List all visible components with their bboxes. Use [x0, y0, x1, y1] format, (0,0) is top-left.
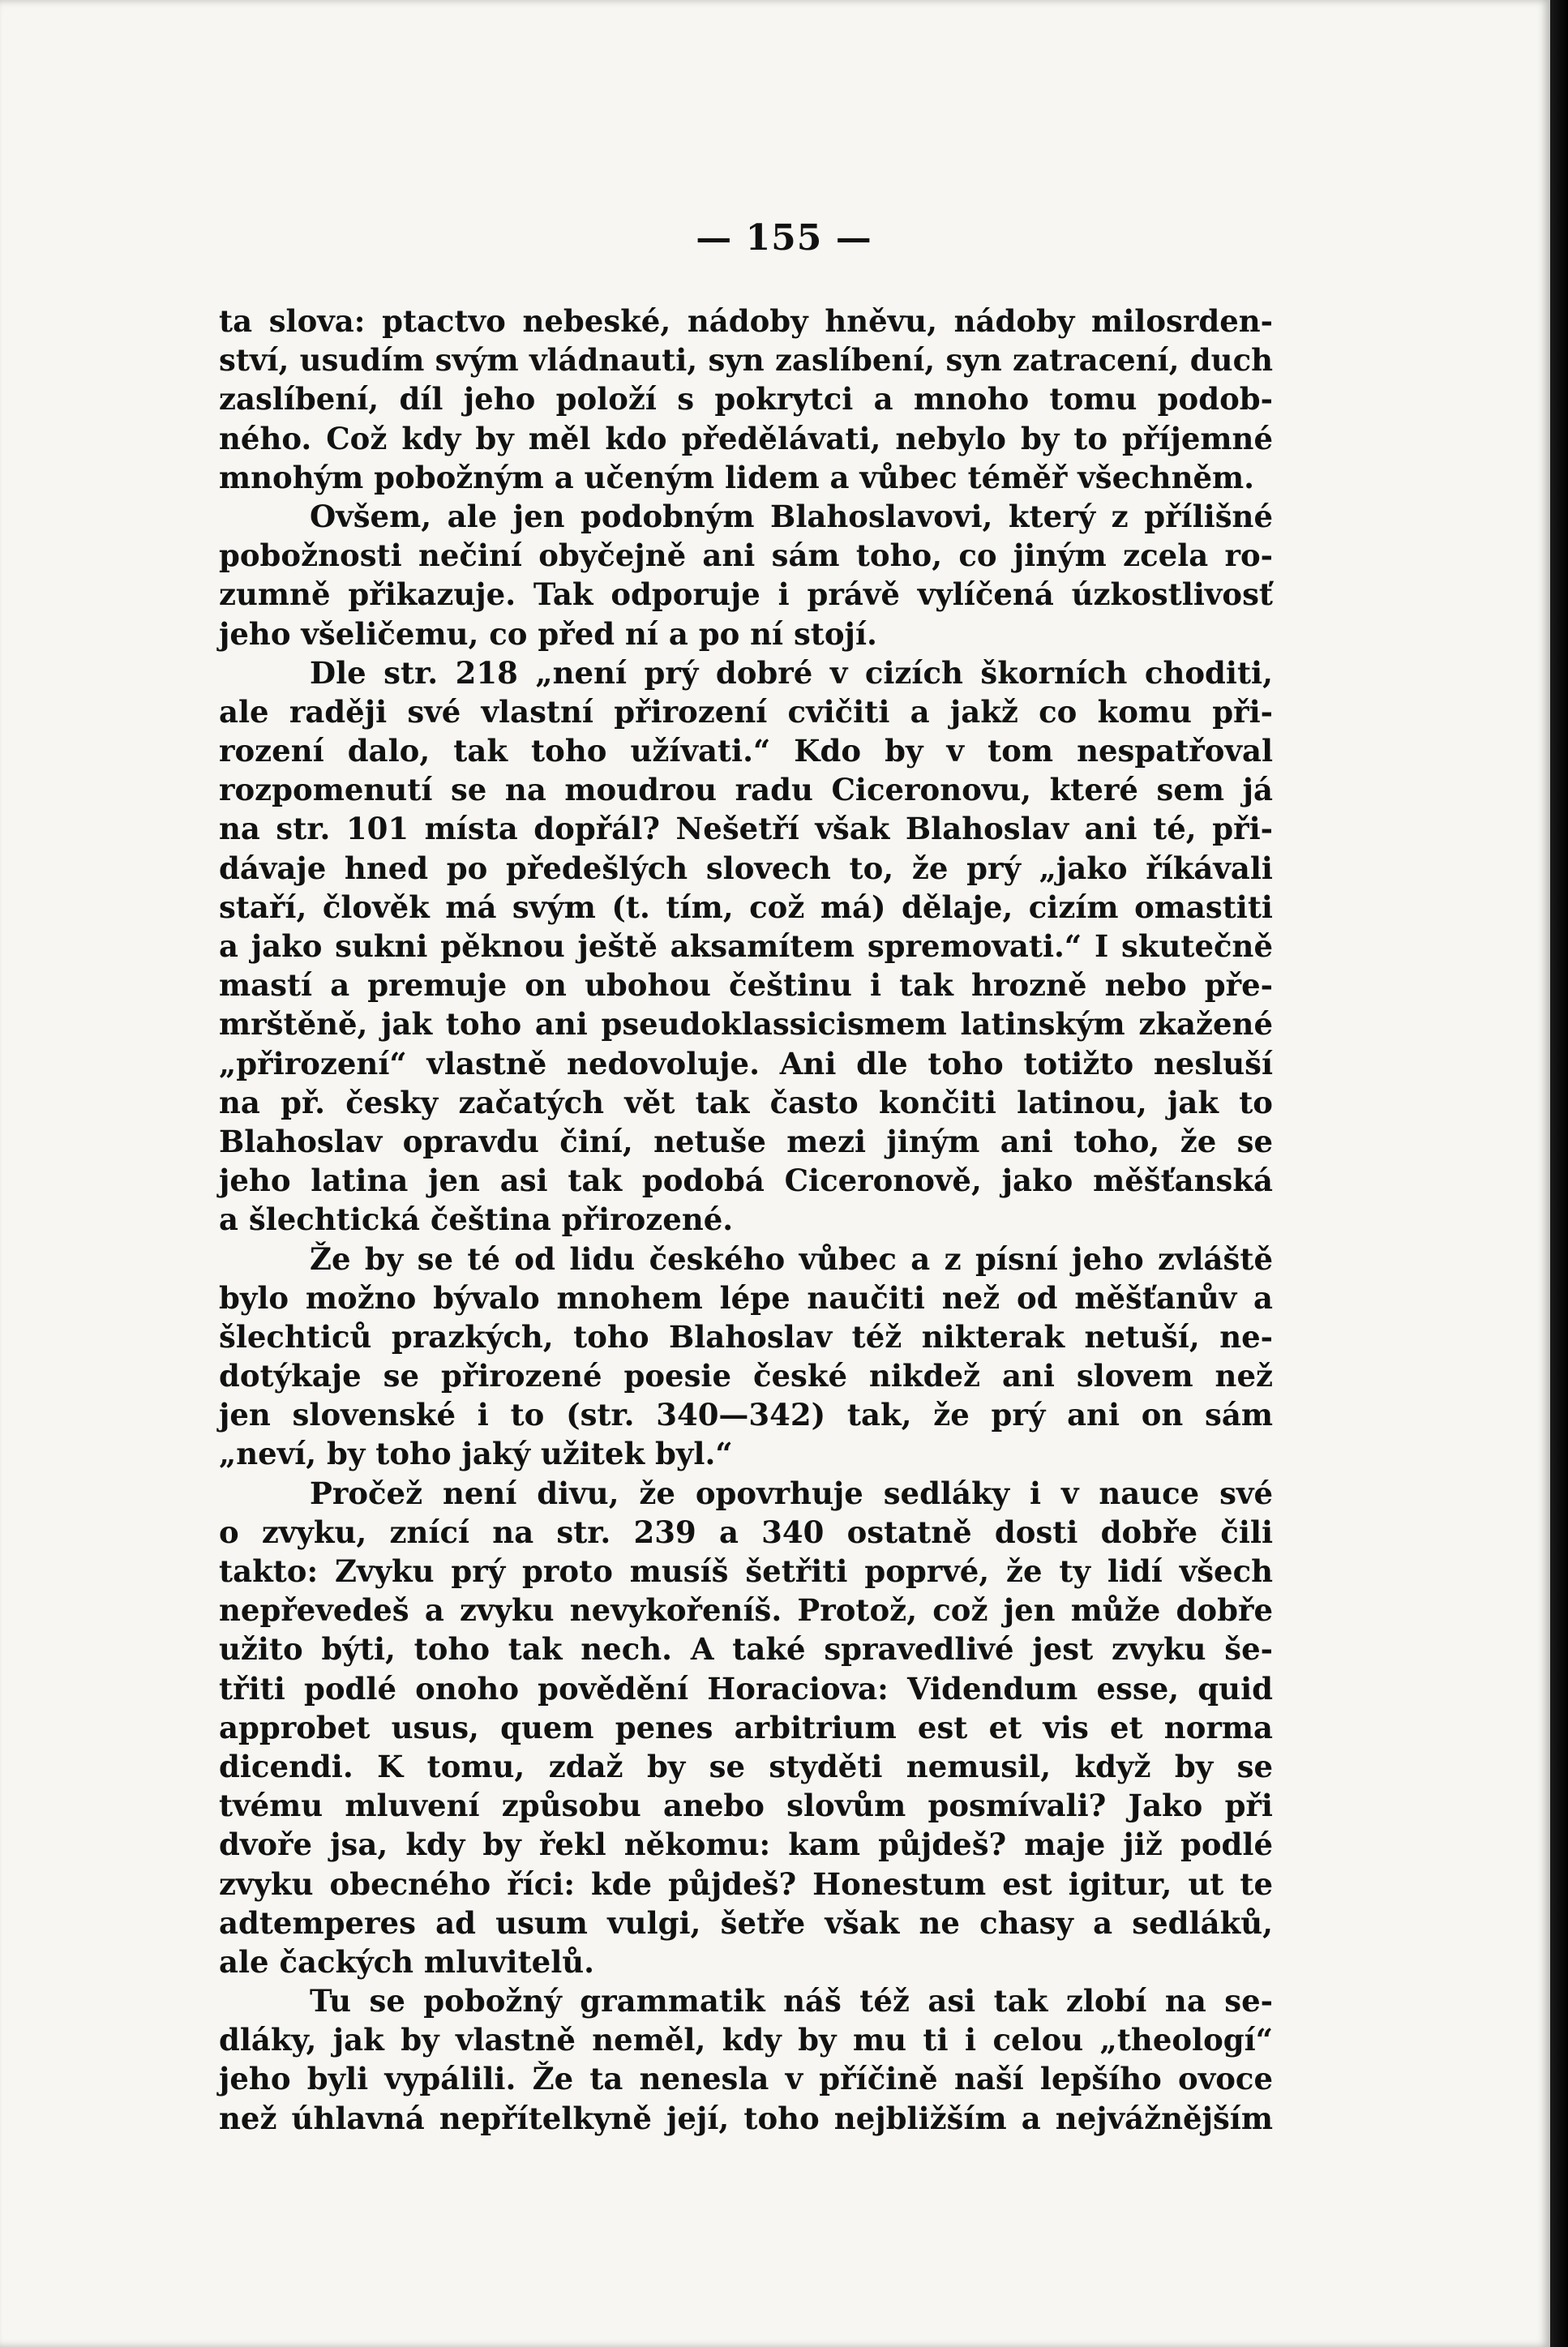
text-line: zaslíbení, díl jeho položí s pokrytci a mnoho tomu podob-	[219, 381, 1273, 418]
text-line: dotýkaje se přirozené poesie české nikdež ani slovem než	[219, 1358, 1273, 1394]
text-line: mastí a premuje on ubohou češtinu i tak hrozně nebo pře-	[219, 967, 1273, 1004]
text-line: ale raději své vlastní přirození cvičiti a jakž co komu při-	[219, 693, 1273, 730]
text-line: rozpomenutí se na moudrou radu Ciceronovu, které sem já	[219, 772, 1273, 808]
text-line: o zvyku, znící na str. 239 a 340 ostatně dosti dobře čili	[219, 1514, 1273, 1550]
text-line: zvyku obecného říci: kde půjdeš? Honestum est igitur, ut te	[219, 1865, 1273, 1902]
text-line: ství, usudím svým vládnauti, syn zaslíbení, syn zatracení, duch	[219, 342, 1273, 379]
text-line: a jako sukni pěknou ještě aksamítem spremovati.“ I skutečně	[219, 928, 1273, 964]
text-line: a šlechtická čeština přirozené.	[219, 1201, 734, 1238]
text-line: třiti podlé onoho povědění Horaciova: Videndum esse, quid	[219, 1670, 1273, 1707]
text-line: jeho všeličemu, co před ní a po ní stojí.	[219, 615, 877, 652]
text-line: „neví, by toho jaký užitek byl.“	[219, 1436, 733, 1472]
text-line: ale čackých mluvitelů.	[219, 1943, 595, 1980]
text-line: mnohým pobožným a učeným lidem a vůbec téměř všechněm.	[219, 459, 1255, 495]
text-line: užito býti, toho tak nech. A také spravedlivé jest zvyku še-	[219, 1631, 1273, 1668]
text-line: staří, člověk má svým (t. tím, což má) dělaje, cizím omastiti	[219, 889, 1273, 925]
text-line: ta slova: ptactvo nebeské, nádoby hněvu, nádoby milosrden-	[219, 303, 1273, 339]
text-line: jeho byli vypálili. Že ta nenesla v příčině naší lepšího ovoce	[219, 2061, 1273, 2097]
scan-edge	[1550, 0, 1568, 2347]
text-line: než úhlavná nepřítelkyně její, toho nejbližším a nejvážnějším	[219, 2100, 1273, 2136]
text-line: rození dalo, tak toho užívati.“ Kdo by v tom nespatřoval	[219, 733, 1273, 769]
text-line: Pročež není divu, že opovrhuje sedláky i v nauce své	[310, 1475, 1273, 1511]
text-line: dvoře jsa, kdy by řekl někomu: kam půjdeš? maje již podlé	[219, 1827, 1273, 1863]
text-line: mrštěně, jak toho ani pseudoklassicismem latinským zkažené	[219, 1006, 1273, 1043]
text-line: jeho latina jen asi tak podobá Ciceronově, jako měšťanská	[219, 1163, 1273, 1199]
text-line: ného. Což kdy by měl kdo předělávati, nebylo by to příjemné	[219, 420, 1273, 456]
text-line: takto: Zvyku prý proto musíš šetřiti poprvé, že ty lidí všech	[219, 1553, 1273, 1589]
text-line: adtemperes ad usum vulgi, šetře však ne chasy a sedláků,	[219, 1904, 1273, 1941]
text-line: approbet usus, quem penes arbitrium est et vis et norma	[219, 1709, 1273, 1745]
text-line: na př. česky začatých vět tak často končiti latinou, jak to	[219, 1084, 1273, 1120]
page-number: — 155 —	[696, 217, 872, 259]
text-line: jen slovenské i to (str. 340—342) tak, že prý ani on sám	[219, 1397, 1273, 1433]
text-line: nepřevedeš a zvyku nevykořeníš. Protož, což jen může dobře	[219, 1592, 1273, 1629]
text-line: tvému mluvení způsobu anebo slovům posmívali? Jako při	[219, 1788, 1273, 1824]
text-line: Tu se pobožný grammatik náš též asi tak zlobí na se-	[310, 1983, 1273, 2019]
text-line: dicendi. K tomu, zdaž by se styděti nemusil, když by se	[219, 1748, 1273, 1784]
text-line: zumně přikazuje. Tak odporuje i právě vylíčená úzkostlivosť	[219, 576, 1273, 613]
text-line: bylo možno bývalo mnohem lépe naučiti než od měšťanův a	[219, 1279, 1273, 1316]
text-line: Ovšem, ale jen podobným Blahoslavovi, který z přílišné	[310, 498, 1273, 534]
body-text	[219, 302, 1273, 2138]
text-line: „přirození“ vlastně nedovoluje. Ani dle toho totižto nesluší	[219, 1045, 1273, 1081]
text-line: na str. 101 místa dopřál? Nešetří však Blahoslav ani té, při-	[219, 811, 1273, 847]
text-line: Že by se té od lidu českého vůbec a z písní jeho zvláště	[310, 1240, 1273, 1277]
text-line: pobožnosti nečiní obyčejně ani sám toho, co jiným zcela ro-	[219, 537, 1273, 574]
text-line: šlechticů prazkých, toho Blahoslav též nikterak netuší, ne-	[219, 1318, 1273, 1355]
text-line: Dle str. 218 „není prý dobré v cizích škorních choditi,	[310, 654, 1273, 691]
text-line: Blahoslav opravdu činí, netuše mezi jiným ani toho, že se	[219, 1123, 1273, 1159]
text-line: dláky, jak by vlastně neměl, kdy by mu ti i celou „theologí“	[219, 2022, 1273, 2058]
text-line: dávaje hned po předešlých slovech to, že prý „jako říkávali	[219, 850, 1273, 886]
